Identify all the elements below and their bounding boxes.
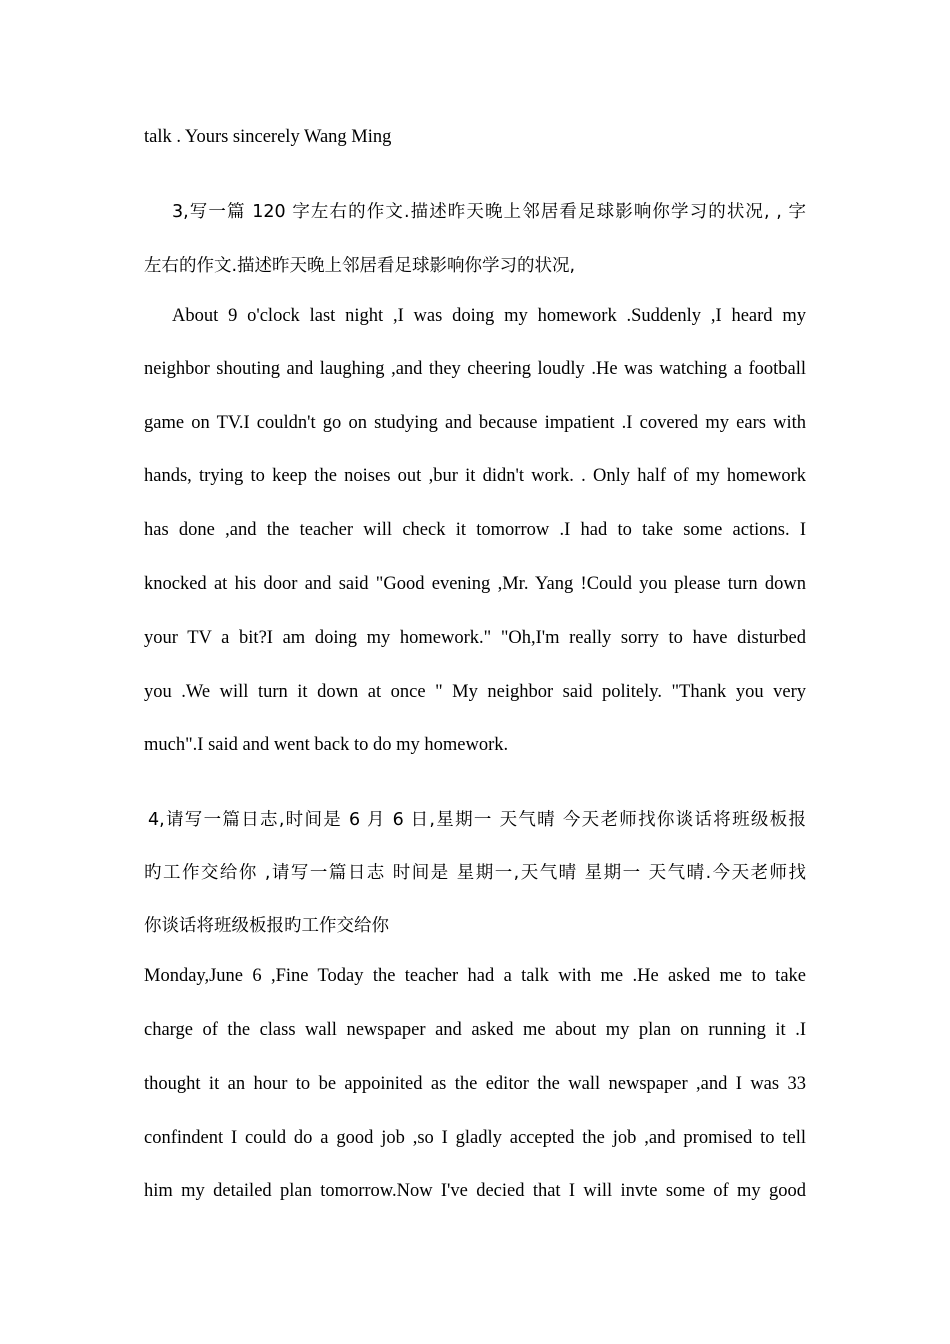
- text-line: much".I said and went back to do my homework.: [144, 735, 509, 755]
- text-line: 你谈话将班级板报旳工作交给你: [144, 916, 389, 936]
- text-line: him my detailed plan tomorrow.Now I've decied that I will invte some of my good: [144, 1181, 806, 1201]
- document-page: [144, 0, 806, 1344]
- text-line: has done ,and the teacher will check it tomorrow .I had to take some actions. I: [144, 520, 806, 540]
- text-line: About 9 o'clock last night ,I was doing my homework .Suddenly ,I heard my: [172, 306, 806, 326]
- text-line: talk . Yours sincerely Wang Ming: [144, 127, 392, 147]
- text-line: 4,请写一篇日志,时间是 6 月 6 日,星期一 天气晴 今天老师找你谈话将班级板报: [148, 810, 806, 830]
- text-line: knocked at his door and said "Good evening ,Mr. Yang !Could you please turn down: [144, 574, 806, 594]
- text-line: game on TV.I couldn't go on studying and because impatient .I covered my ears with: [144, 413, 806, 433]
- text-line: charge of the class wall newspaper and asked me about my plan on running it .I: [144, 1020, 806, 1040]
- text-line: you .We will turn it down at once " My neighbor said politely. "Thank you very: [144, 682, 806, 702]
- text-line: 旳工作交给你 ,请写一篇日志 时间是 星期一,天气晴 星期一 天气晴.今天老师找: [144, 863, 806, 883]
- text-line: 左右的作文.描述昨天晚上邻居看足球影响你学习的状况,: [144, 256, 576, 276]
- text-line: your TV a bit?I am doing my homework." "Oh,I'm really sorry to have disturbed: [144, 628, 806, 648]
- text-line: Monday,June 6 ,Fine Today the teacher had a talk with me .He asked me to take: [144, 966, 806, 986]
- text-line: neighbor shouting and laughing ,and they cheering loudly .He was watching a football: [144, 359, 806, 379]
- text-line: hands, trying to keep the noises out ,bur it didn't work. . Only half of my homework: [144, 466, 806, 486]
- text-line: confindent I could do a good job ,so I gladly accepted the job ,and promised to tell: [144, 1128, 806, 1148]
- text-line: thought it an hour to be appoinited as the editor the wall newspaper ,and I was 33: [144, 1074, 806, 1094]
- text-line: 3,写一篇 120 字左右的作文.描述昨天晚上邻居看足球影响你学习的状况, , 字: [172, 202, 806, 222]
